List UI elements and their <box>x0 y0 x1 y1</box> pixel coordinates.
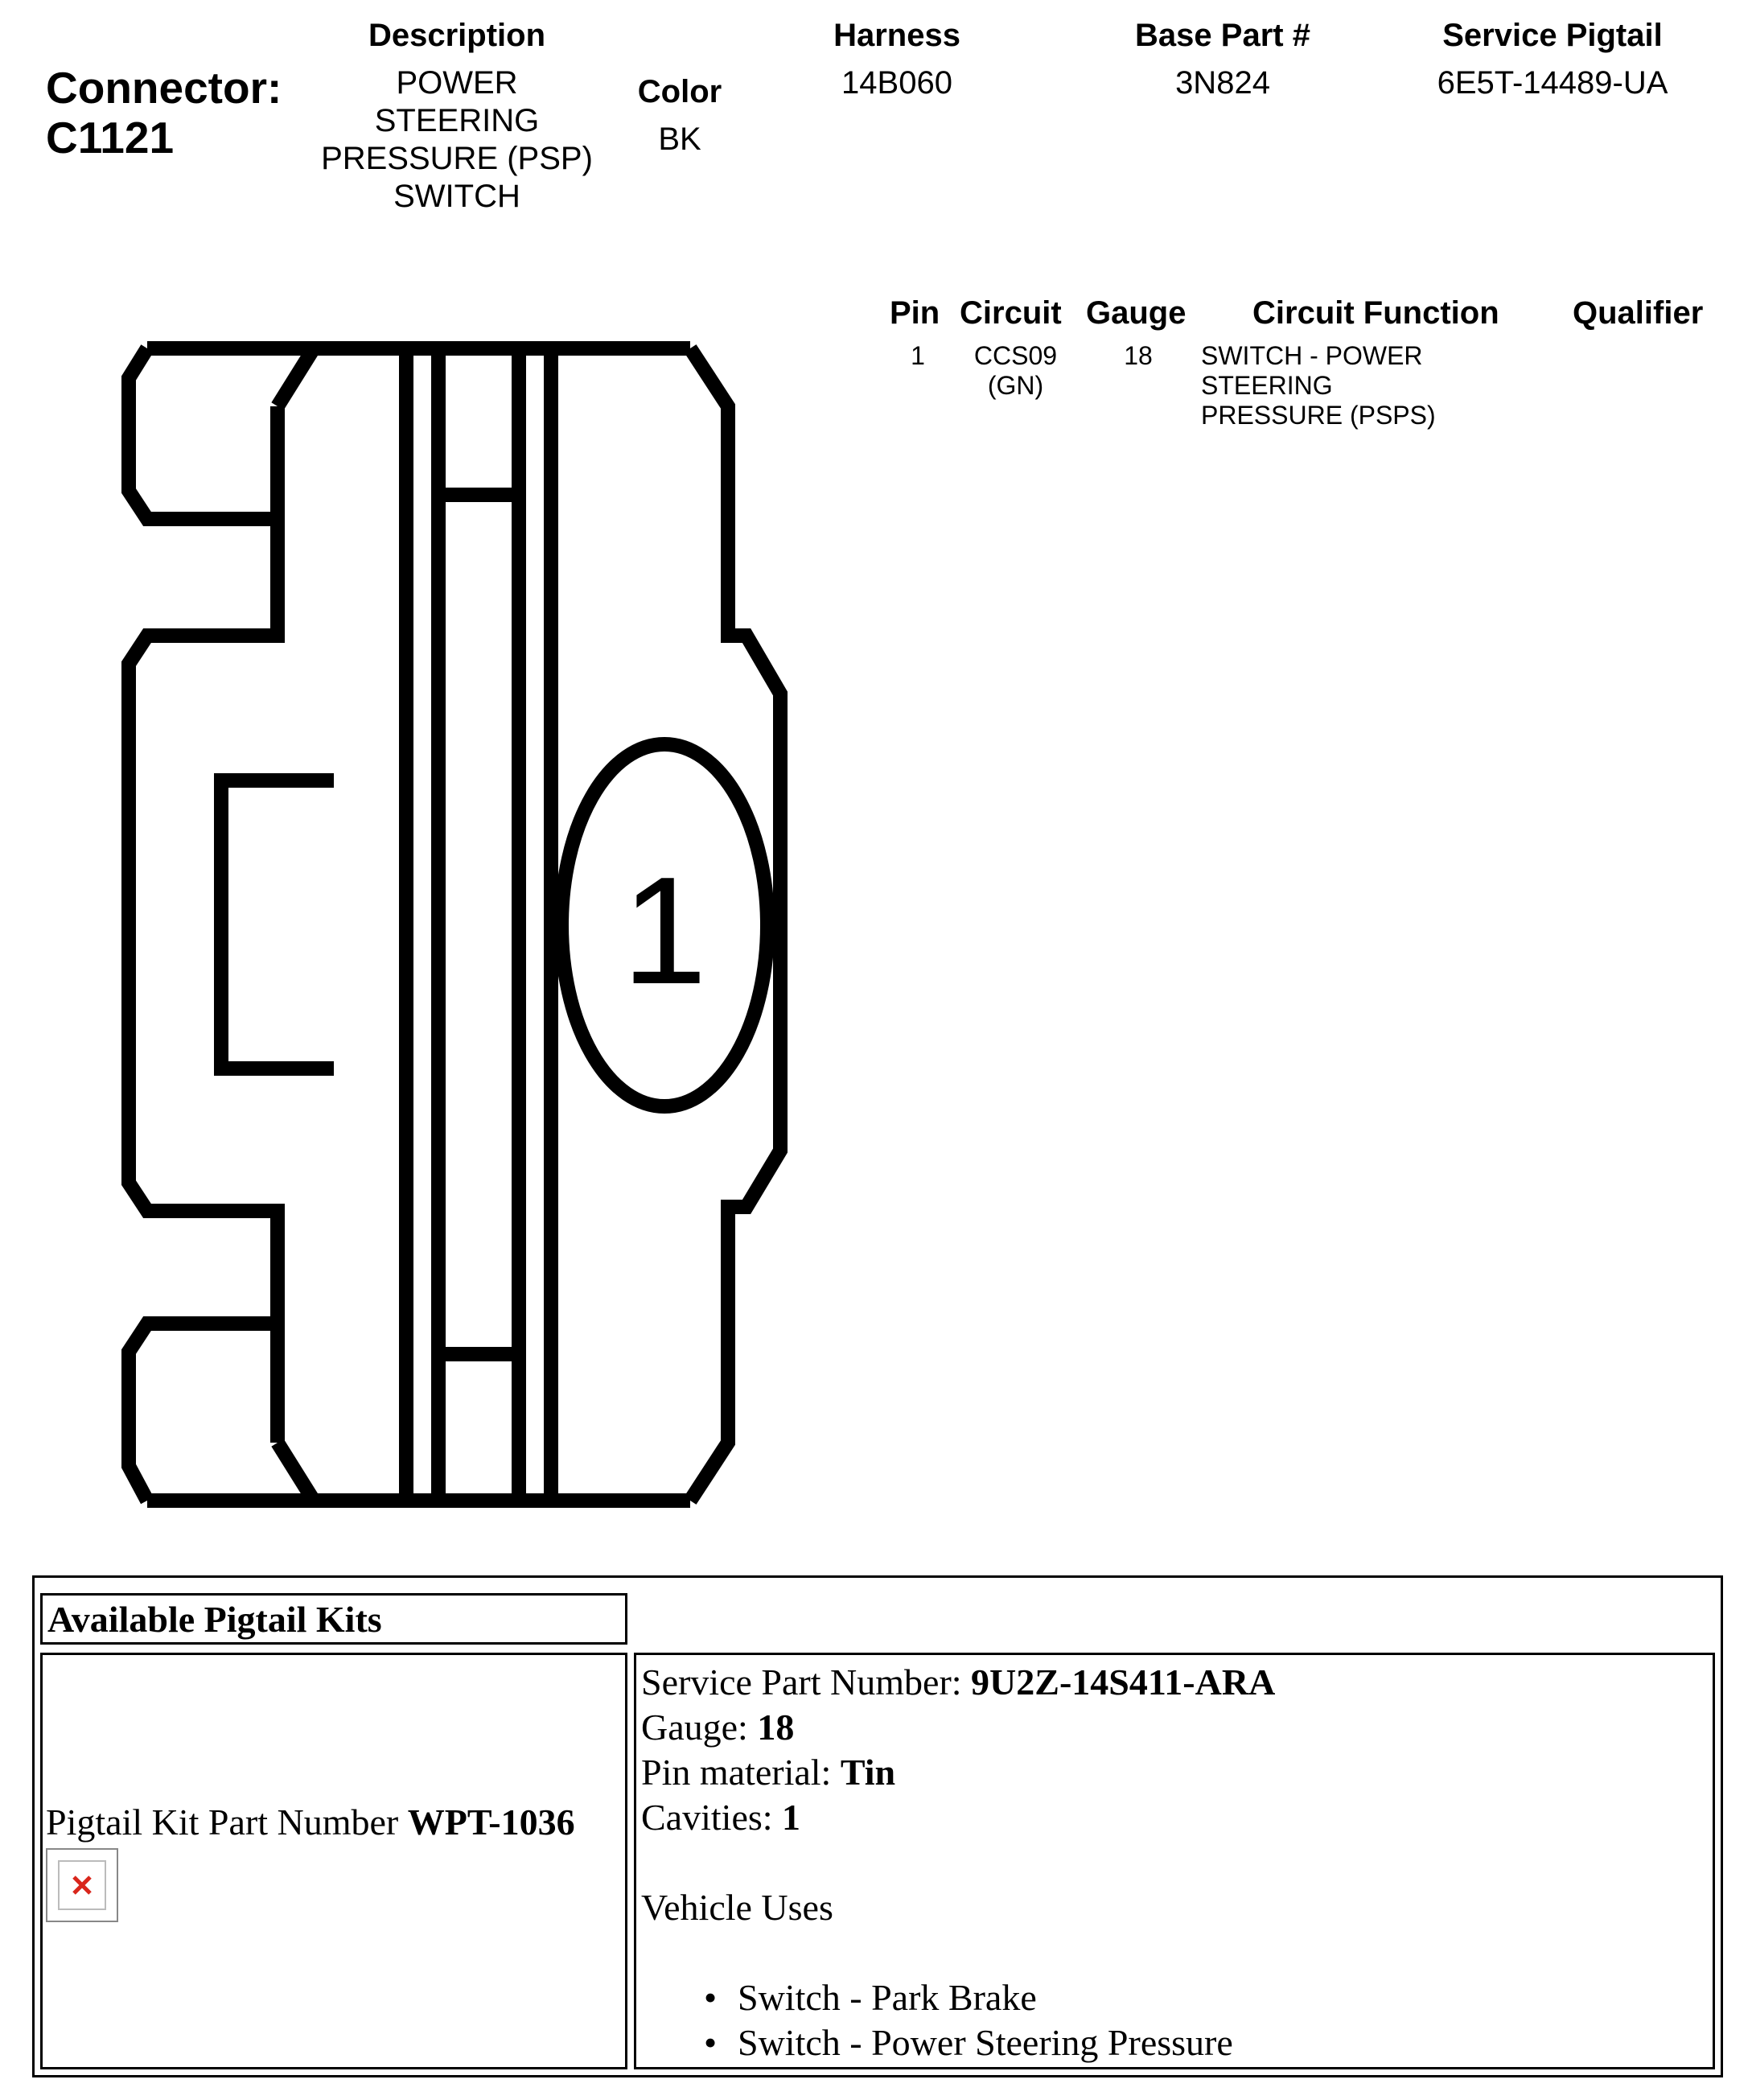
pin-table-cell-pin: 1 <box>911 341 925 370</box>
vehicle-use-item: • Switch - Power Steering Pressure <box>641 2020 1275 2065</box>
kit-gauge-label: Gauge: <box>641 1707 748 1748</box>
pigtail-kit-details <box>641 1660 1275 2065</box>
pigtail-kits-title-cell <box>40 1593 627 1645</box>
base-part-header: Base Part # <box>1135 18 1310 53</box>
pin-material-value: Tin <box>840 1752 896 1793</box>
pin-table-cell-circuit <box>957 341 1074 401</box>
function-line: SWITCH - POWER STEERING <box>1201 341 1423 400</box>
connector-outline <box>278 348 314 406</box>
vehicle-use-item: • Switch - Park Brake <box>641 1975 1275 2020</box>
pin-table-header-circuit: Circuit <box>960 295 1062 331</box>
description-line: POWER <box>396 65 518 101</box>
pigtail-kits-title: Available Pigtail Kits <box>47 1599 382 1640</box>
pin-cavity-label: 1 <box>622 846 707 1016</box>
description-line: PRESSURE (PSP) <box>321 141 593 176</box>
description-line: SWITCH <box>393 179 520 214</box>
pin-table-cell-function <box>1201 341 1555 430</box>
description-header: Description <box>368 18 546 53</box>
harness-value: 14B060 <box>841 65 952 101</box>
function-line: PRESSURE (PSPS) <box>1201 401 1436 430</box>
connector-face-diagram <box>0 0 885 1545</box>
cavities <box>641 1795 1275 1840</box>
pin-table-header-pin: Pin <box>890 295 940 331</box>
pin-table-header-gauge: Gauge <box>1086 295 1187 331</box>
color-header: Color <box>637 74 722 109</box>
vehicle-uses-list <box>641 1975 1275 2065</box>
circuit-line: CCS09 <box>973 341 1058 370</box>
service-pigtail-value: 6E5T-14489-UA <box>1437 65 1668 101</box>
pigtail-kit-label: Pigtail Kit Part Number <box>46 1801 399 1843</box>
base-part-value: 3N824 <box>1175 65 1270 101</box>
bullet-icon: • <box>704 2022 718 2063</box>
connector-label: Connector: <box>46 63 282 113</box>
pigtail-kit-details-cell <box>634 1653 1715 2069</box>
service-part-label: Service Part Number: <box>641 1661 962 1703</box>
pin-table-header-qualifier: Qualifier <box>1573 295 1704 331</box>
kit-image <box>46 1848 118 1922</box>
description-line: STEERING <box>374 103 540 138</box>
pin-material <box>641 1750 1275 1795</box>
service-part-value: 9U2Z-14S411-ARA <box>971 1661 1276 1703</box>
circuit-line: (GN) <box>987 371 1044 400</box>
vehicle-uses-heading: Vehicle Uses <box>641 1887 833 1928</box>
color-value: BK <box>658 121 701 157</box>
connector-id: C1121 <box>46 113 175 163</box>
connector-outline <box>129 348 278 1501</box>
pigtail-kit-number-cell <box>40 1653 627 2069</box>
kit-gauge <box>641 1705 1275 1750</box>
pigtail-kit-number <box>46 1800 575 1845</box>
pin-table-cell-gauge: 18 <box>1124 341 1153 370</box>
pigtail-kit-value: WPT-1036 <box>407 1801 575 1843</box>
pin-table-header-function: Circuit Function <box>1252 295 1499 331</box>
cavities-value: 1 <box>782 1797 801 1838</box>
kit-gauge-value: 18 <box>757 1707 795 1748</box>
harness-header: Harness <box>833 18 960 53</box>
service-pigtail-header: Service Pigtail <box>1442 18 1663 53</box>
connector-outline <box>278 1443 314 1501</box>
bullet-icon: • <box>704 1977 718 2018</box>
cavities-label: Cavities: <box>641 1797 773 1838</box>
pin-material-label: Pin material: <box>641 1752 832 1793</box>
broken-image-icon <box>47 1850 117 1921</box>
connector-bracket <box>221 780 334 1069</box>
service-part-number <box>641 1660 1275 1705</box>
